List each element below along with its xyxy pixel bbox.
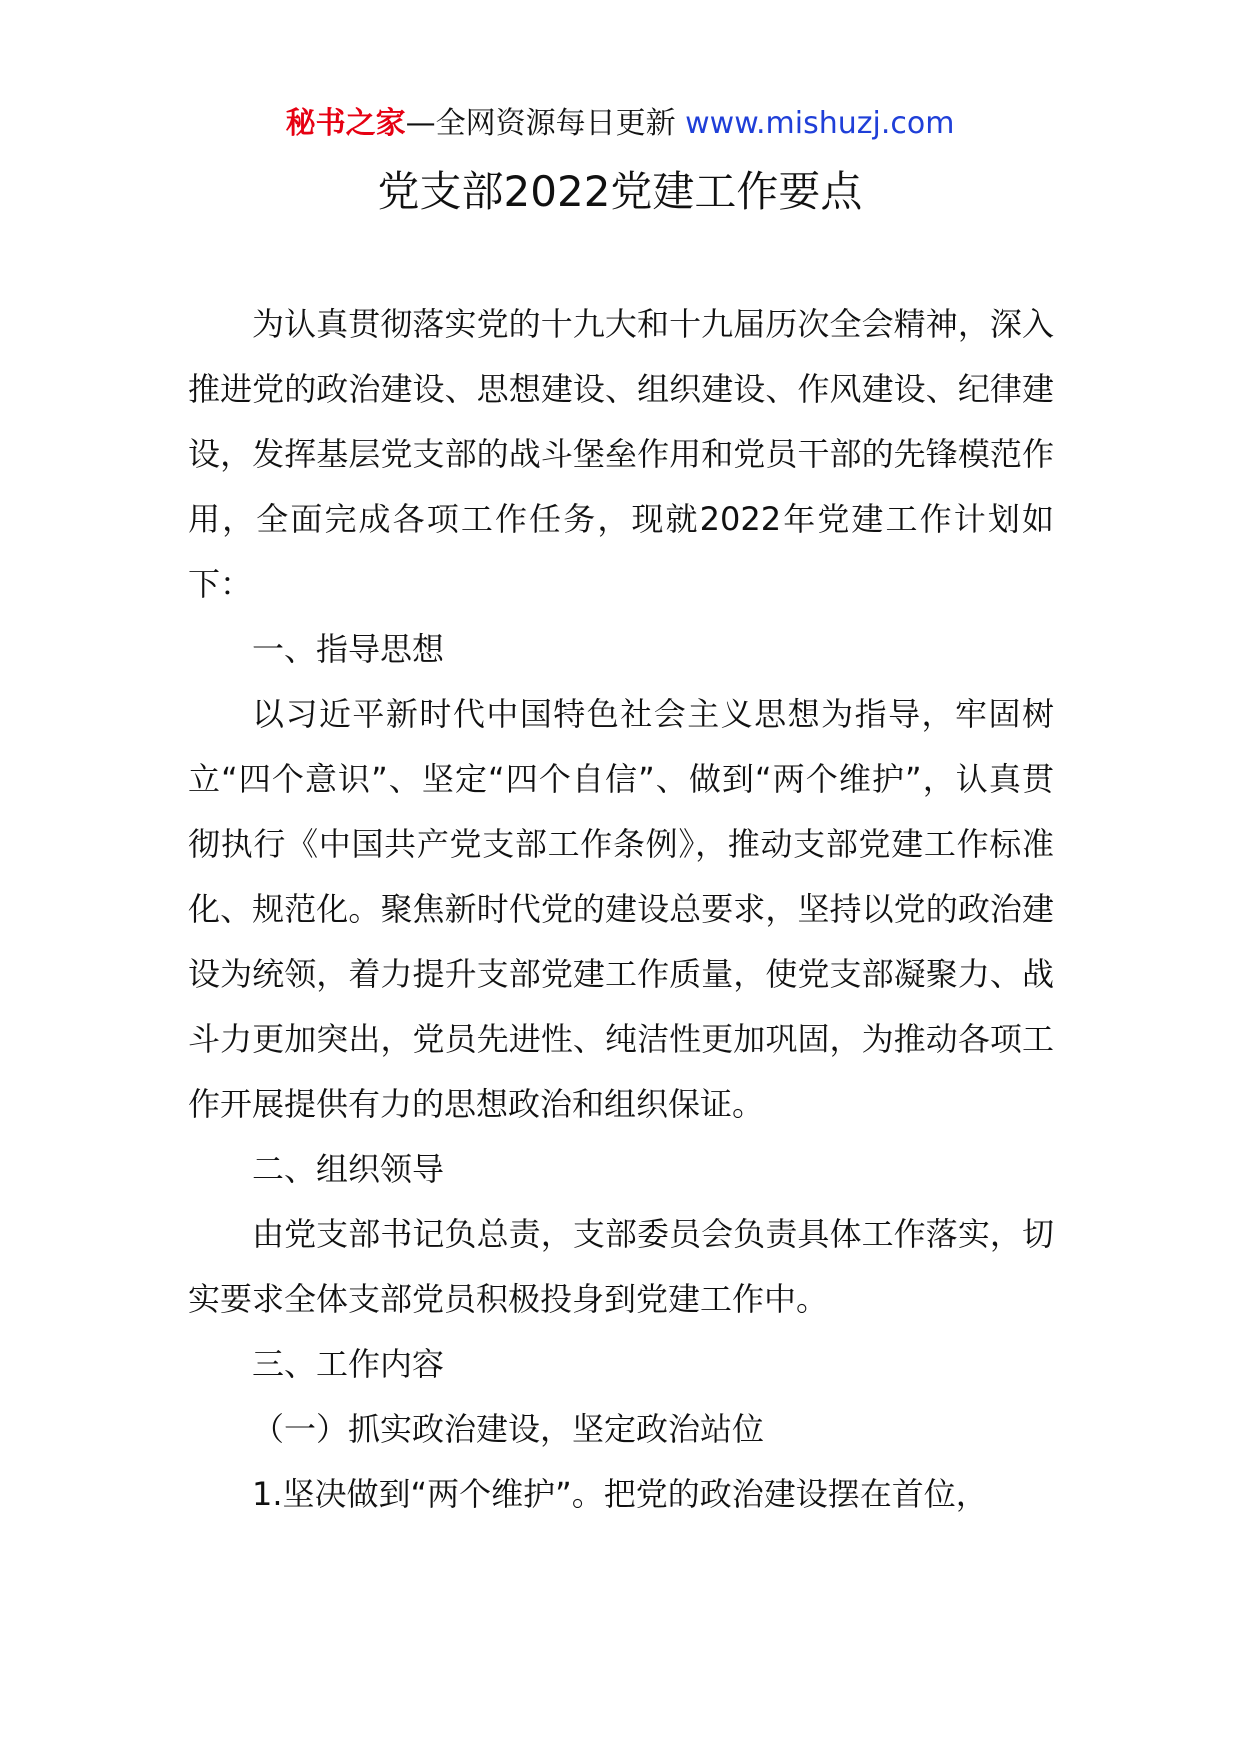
site-header [0,100,1240,148]
item-paragraph-1: 1.坚决做到“两个维护”。把党的政治建设摆在首位， [252,1475,988,1513]
subsection-heading-political-building: （一）抓实政治建设，坚定政治站位 [252,1410,765,1448]
document-title: 党支部2022党建工作要点 [377,167,863,216]
section-heading-work-content: 三、工作内容 [252,1345,445,1383]
site-brand: 秘书之家 [285,106,406,141]
site-url-link[interactable]: www.mishuzj.com [685,106,955,141]
intro-paragraph: 为认真贯彻落实党的十九大和十九届历次全会精神，深入推进党的政治建设、思想建设、组织建设、作风建设、纪律建设，发挥基层党支部的战斗堡垒作用和党员干部的先锋模范作用，全面完成各项工作任务，现就2022年党建工作计划如下： [188,305,1054,603]
site-tagline: —全网资源每日更新 [405,106,686,141]
leadership-paragraph: 由党支部书记负总责，支部委员会负责具体工作落实，切实要求全体支部党员积极投身到党建工作中。 [188,1215,1054,1318]
guiding-ideology-paragraph: 以习近平新时代中国特色社会主义思想为指导，牢固树立“四个意识”、坚定“四个自信”、做到“两个维护”，认真贯彻执行《中国共产党支部工作条例》，推动支部党建工作标准化、规范化。聚焦新时代党的建设总要求，坚持以党的政治建设为统领，着力提升支部党建工作质量，使党支部凝聚力、战斗力更加突出，党员先进性、纯洁性更加巩固，为推动各项工作开展提供有力的思想政治和组织保证。 [188,695,1054,1123]
section-heading-guiding-ideology: 一、指导思想 [252,630,445,668]
section-heading-leadership: 二、组织领导 [252,1150,445,1188]
document-body [188,292,1054,1527]
